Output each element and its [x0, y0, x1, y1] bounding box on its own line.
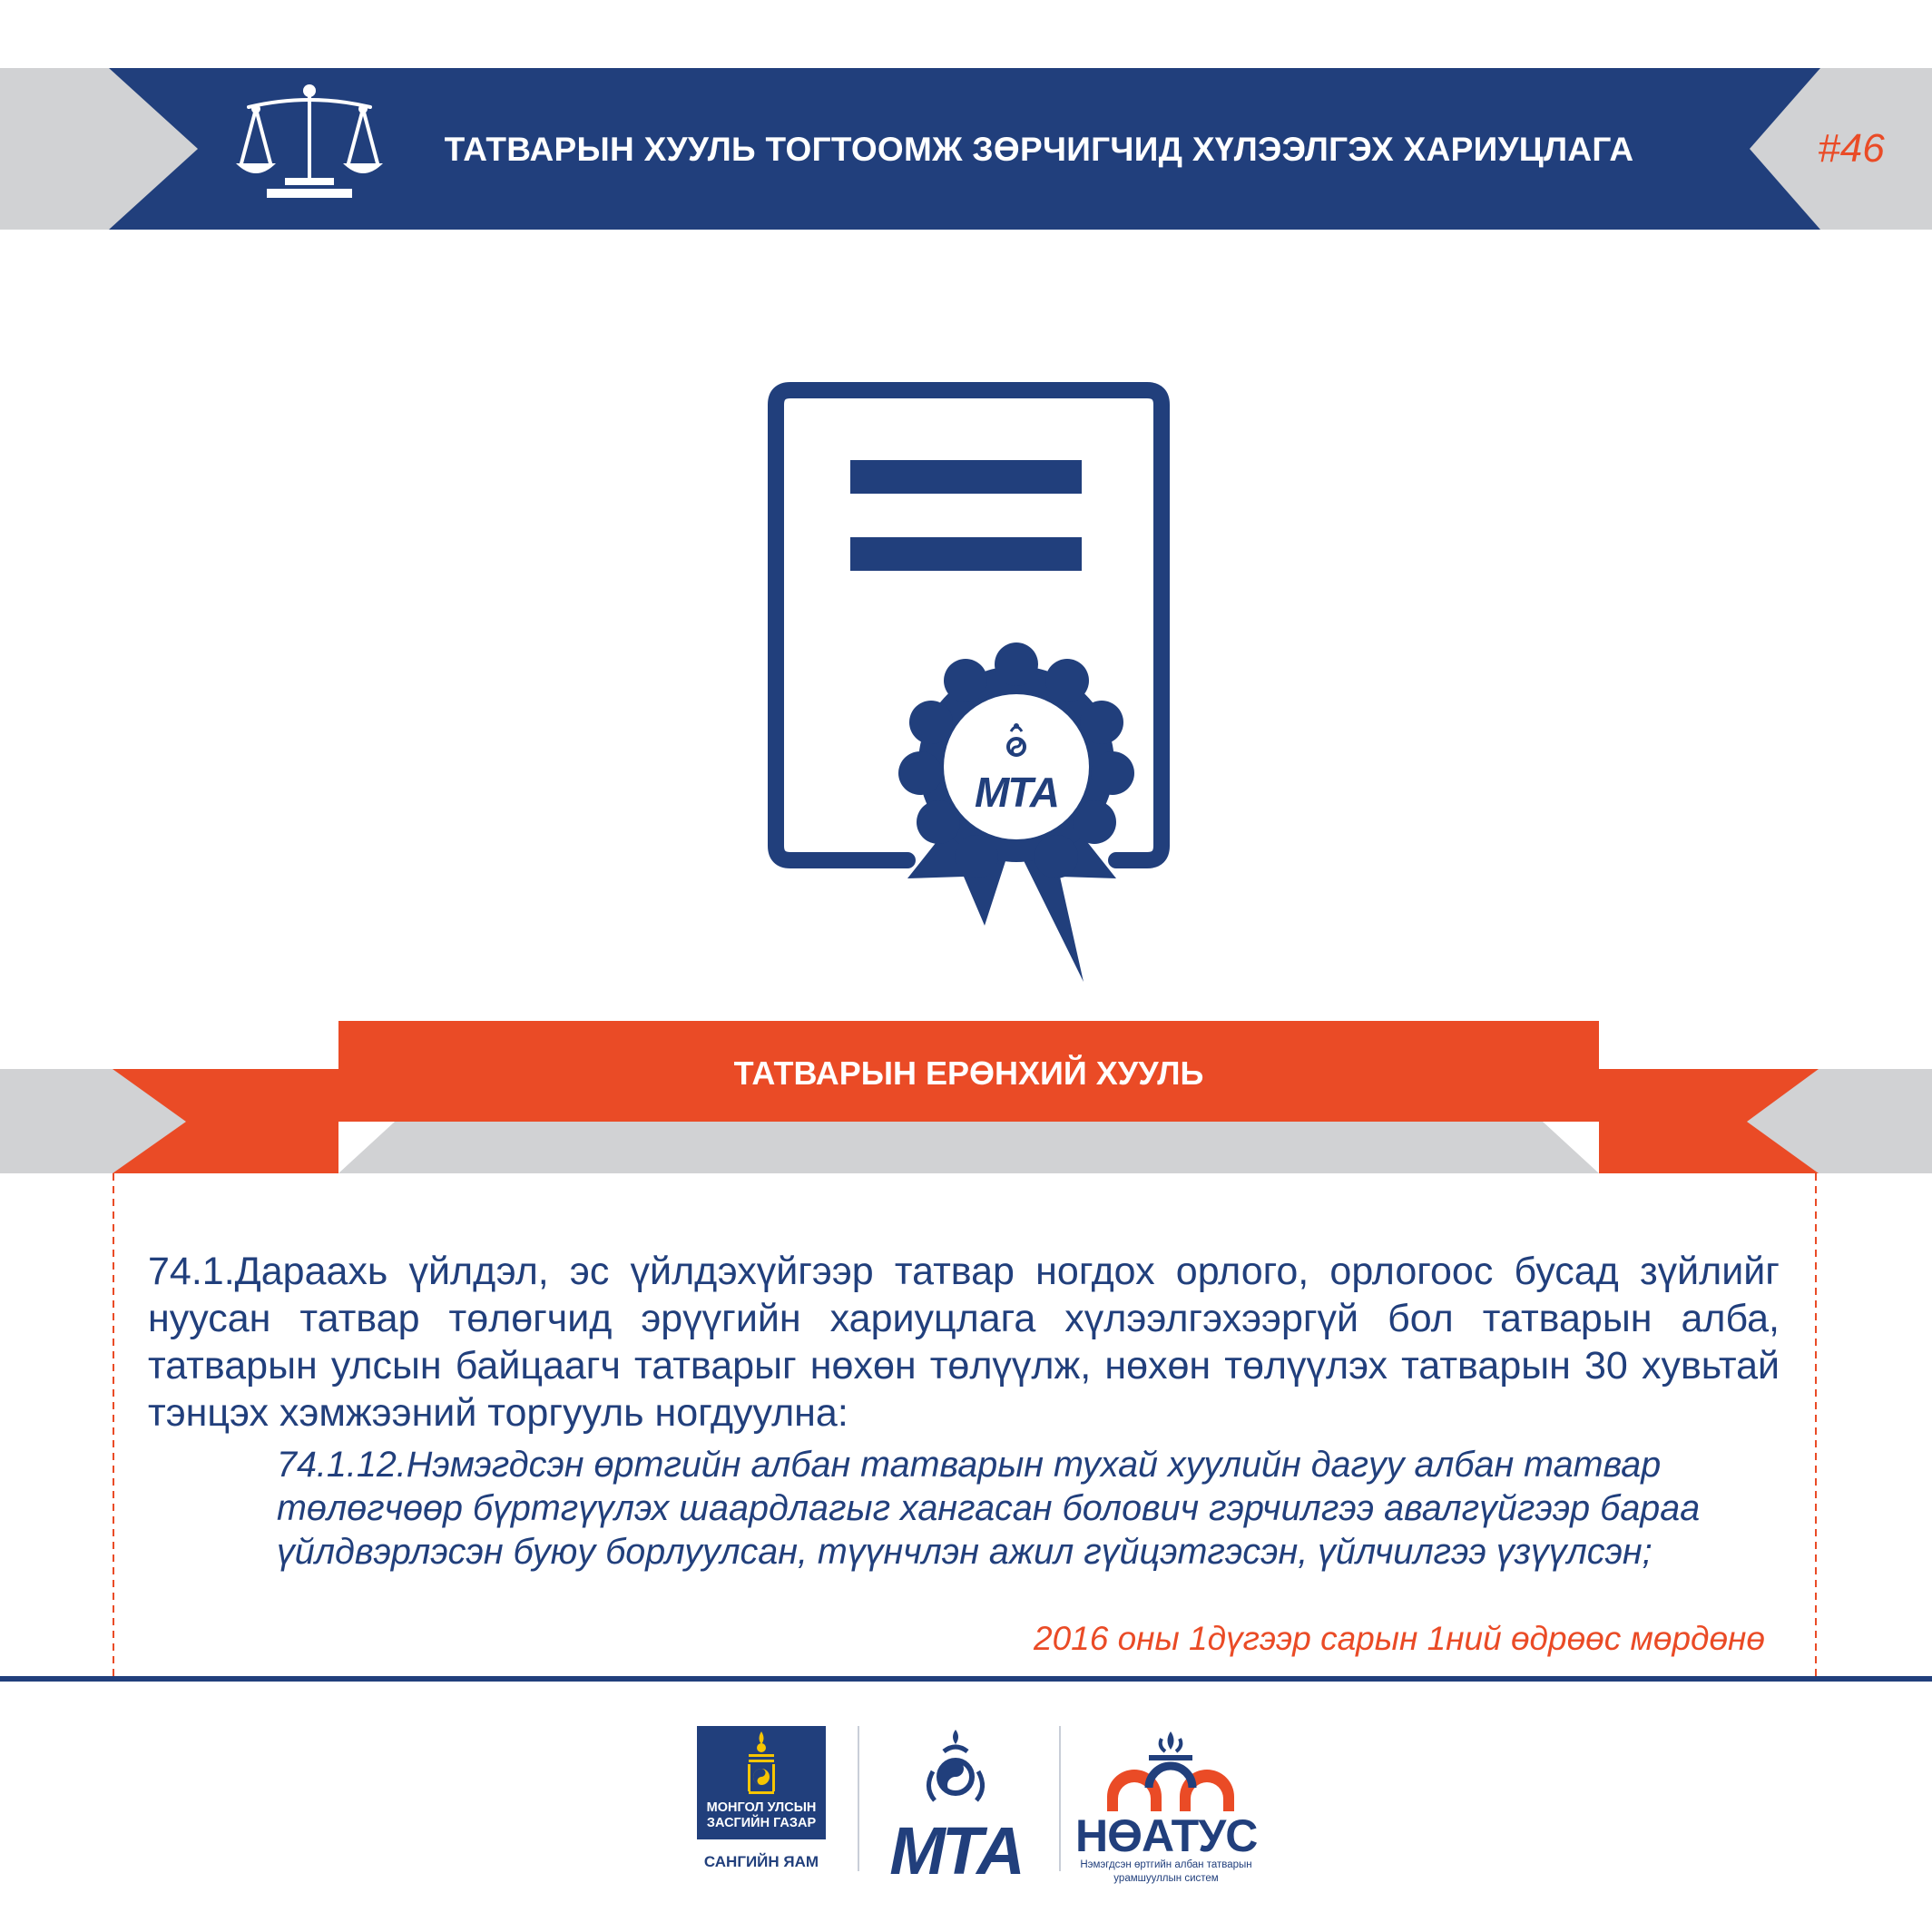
vat-incentive-logo-icon [1089, 1724, 1252, 1815]
page-title: ТАТВАРЫН ХУУЛЬ ТОГТООМЖ ЗӨРЧИГЧИД ХҮЛЭЭЛГЭХ ХАРИУЦЛАГА [444, 131, 1634, 168]
issue-number: #46 [1818, 126, 1885, 171]
divider [0, 1676, 1932, 1682]
subclause-line: үйлдвэрлэсэн буюу борлуулсан, түүнчлэн ажил гүйцэтгэсэн, үйлчилгээ үзүүлсэн; [277, 1532, 1652, 1572]
effective-date-note: 2016 оны 1дүгээр сарын 1ний өдрөөс мөрдөнө [1034, 1620, 1765, 1657]
logo-divider [858, 1726, 859, 1871]
vat-logo-caption: Нэмэгдсэн өртгийн албан татварын [1080, 1859, 1252, 1870]
subclause-text [277, 1443, 1801, 1574]
vat-logo-name: НӨАТУС [1075, 1810, 1258, 1861]
vat-logo-caption: урамшууллын систем [1113, 1873, 1219, 1884]
ministry-logo-text: ЗАСГИЙН ГАЗАР [706, 1816, 817, 1830]
subclause-line: төлөгчөөр бүртгүүлэх шаардлагыг хангасан болович гэрчилгээ авалгүйгээр бараа [277, 1488, 1701, 1528]
article-text: 74.1.Дараахь үйлдэл, эс үйлдэхүйгээр татвар ногдох орлого, орлогоос бусад зүйлийг нуусан татвар төлөгчид эрүүгийн хариуцлага хүлээлгэхээргүй бол татварын алба, татварын улсын байцаагч татварыг нөхөн төлүүлж, нөхөн төлүүлэх татварын 30 хувьтай тэнцэх хэмжээний торгууль ногдуулна: [148, 1250, 1780, 1435]
seal-logo-text: МТА [975, 769, 1058, 816]
section-ribbon [0, 1016, 1932, 1175]
certificate-with-seal-icon [744, 377, 1180, 994]
logo-divider [1059, 1726, 1061, 1871]
scales-of-justice-icon [234, 83, 385, 205]
subclause-line: 74.1.12.Нэмэгдсэн өртгийн албан татварын тухай хуулийн дагуу албан татвар [277, 1445, 1662, 1485]
ministry-logo-text: МОНГОЛ УЛСЫН [706, 1800, 817, 1815]
ministry-name: САНГИЙН ЯАМ [703, 1853, 819, 1870]
soyombo-emblem-icon [697, 1726, 826, 1799]
mta-logo-text: МТА [889, 1813, 1022, 1888]
section-title: ТАТВАРЫН ЕРӨНХИЙ ХУУЛЬ [733, 1054, 1204, 1092]
